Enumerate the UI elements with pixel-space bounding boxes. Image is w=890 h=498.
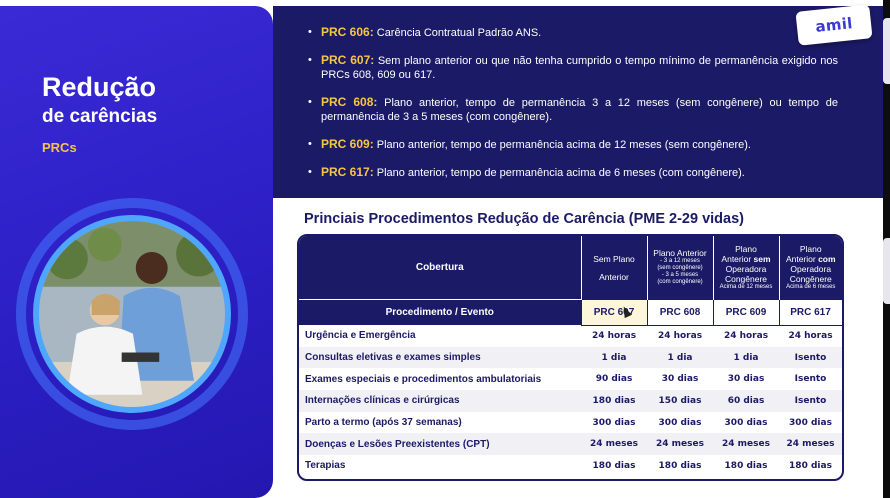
carencia-table: [297, 234, 844, 481]
prc-609-label: PRC 609: [713, 299, 779, 325]
value-cell: 150 dias: [647, 390, 713, 412]
procedure-name: Exames especiais e procedimentos ambulatoriais: [305, 373, 542, 385]
value-cell: 24 meses: [647, 433, 713, 455]
prc-bullet-list: [308, 25, 838, 193]
value-cell: 300 dias: [592, 417, 636, 428]
value-cell: 180 dias: [581, 390, 647, 412]
logo-text: amil: [814, 14, 854, 36]
prc-608-label: PRC 608: [647, 299, 713, 325]
value-cell: 180 dias: [592, 460, 636, 471]
slide-subtitle: PRCs: [42, 140, 77, 155]
prc-617-label: PRC 617: [779, 299, 842, 325]
value-cell: 1 dia: [581, 347, 647, 369]
value-cell: Isento: [779, 347, 842, 369]
bullet-prc-606: • PRC 606: Carência Contratual Padrão ANS.: [308, 25, 838, 40]
value-cell: 24 horas: [657, 331, 703, 342]
value-cell: 180 dias: [789, 460, 832, 471]
value-cell: 30 dias: [727, 374, 765, 385]
value-cell: 180 dias: [658, 460, 702, 471]
header-plano-anterior: Plano Anterior - 3 a 12 meses (sem congênere) - 3 a 5 meses (com congênere): [647, 236, 713, 299]
value-cell: 1 dia: [647, 347, 713, 369]
table-row: [299, 412, 842, 434]
prc-607-label: PRC 607: [581, 299, 647, 325]
header-sem-congenere: Plano Anterior sem Operadora Congênere Acima de 12 meses: [713, 236, 779, 299]
value-cell: 24 horas: [788, 331, 833, 342]
value-cell: Isento: [779, 390, 842, 412]
table-row: [299, 433, 842, 455]
slide-title: Redução: [42, 72, 157, 102]
header-cobertura: Cobertura: [299, 236, 581, 299]
procedure-name: Parto a termo (após 37 semanas): [305, 417, 462, 429]
window-edge: [883, 0, 890, 498]
procedure-name: Consultas eletivas e exames simples: [299, 347, 581, 369]
value-cell: 300 dias: [789, 417, 832, 428]
value-cell: 60 dias: [713, 390, 779, 412]
value-cell: 300 dias: [724, 417, 768, 428]
bullet-prc-607: • PRC 607: Sem plano anterior ou que não tenha cumprido o tempo mínimo de permanência exigido nos PRCs 608, 609 ou 617.: [308, 53, 838, 82]
table-row: [299, 368, 842, 390]
procedure-name: Doenças e Lesões Preexistentes (CPT): [299, 433, 581, 455]
table-row: [299, 325, 842, 347]
bullet-prc-609: • PRC 609: Plano anterior, tempo de permanência acima de 12 meses (sem congênere).: [308, 137, 838, 152]
value-cell: 1 dia: [713, 347, 779, 369]
header-com-congenere: Plano Anterior com Operadora Congênere Acima de 6 meses: [779, 236, 842, 299]
table-title: Princiais Procedimentos Redução de Carência (PME 2-29 vidas): [304, 211, 744, 227]
value-cell: 24 meses: [713, 433, 779, 455]
value-cell: 90 dias: [595, 374, 633, 385]
procedure-name: Terapias: [305, 460, 346, 472]
value-cell: Isento: [794, 374, 827, 385]
bullet-prc-608: • PRC 608: Plano anterior, tempo de permanência 3 a 12 meses (sem congênere) ou tempo de permanência de 3 a 5 meses (com congênere).: [308, 95, 838, 124]
table-row: [299, 347, 842, 369]
value-cell: 180 dias: [724, 460, 768, 471]
value-cell: 24 horas: [591, 331, 637, 342]
header-procedimento: Procedimento / Evento: [299, 299, 581, 325]
slide-title-line2: de carências: [42, 106, 158, 127]
value-cell: 300 dias: [658, 417, 702, 428]
value-cell: 30 dias: [661, 374, 699, 385]
table-body: [299, 325, 842, 477]
value-cell: 24 horas: [723, 331, 769, 342]
table-row: [299, 455, 842, 477]
procedure-name: Urgência e Emergência: [305, 330, 416, 342]
table-row: [299, 390, 842, 412]
value-cell: 24 meses: [779, 433, 842, 455]
bullet-prc-617: • PRC 617: Plano anterior, tempo de permanência acima de 6 meses (com congênere).: [308, 165, 838, 180]
procedure-name: Internações clínicas e cirúrgicas: [299, 390, 581, 412]
edge-tab: [883, 18, 890, 84]
header-sem-plano: Sem Plano Anterior: [581, 236, 647, 299]
office-photo: [33, 215, 231, 413]
edge-tab: [883, 238, 890, 304]
value-cell: 24 meses: [581, 433, 647, 455]
